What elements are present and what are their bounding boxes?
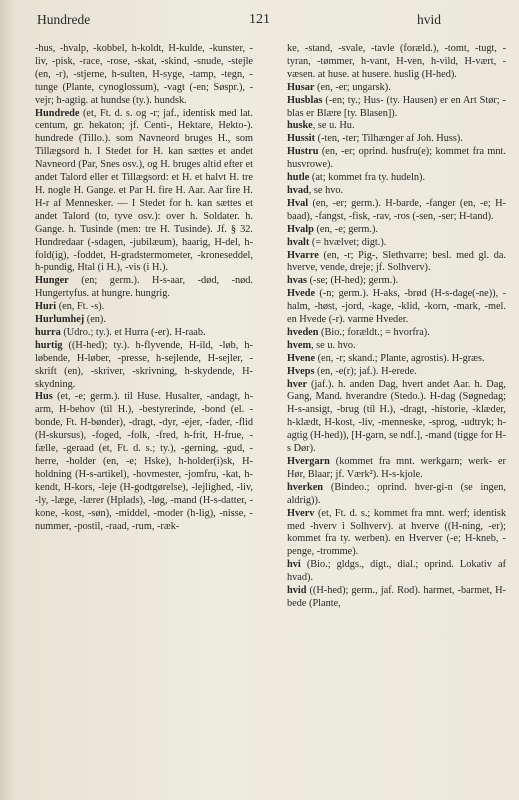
entry-headword: Hunger [35,275,69,287]
entry [35,301,253,314]
entry-text: (-se; (H-hed); germ.). [307,275,399,287]
entry [287,366,506,379]
entry-text: (kommet fra mnt. werkgarn; werk- er Hør, Blaar; jf. Værk²). H-s-kjole. [287,456,506,480]
entry-headword: Hval [287,197,309,209]
entry [287,327,506,340]
entry [287,120,506,133]
entry [287,185,506,198]
entry [287,237,506,250]
entry-text: (en, -r; skand.; Plante, agrostis). H-græs. [315,352,485,364]
left-column [35,43,253,533]
entry-headword: hurra [35,326,61,338]
entry [35,327,253,340]
entry [35,43,253,108]
entry [287,43,506,82]
entry [35,340,253,392]
entry [287,224,506,237]
entry [287,482,506,508]
entry-headword: hvas [287,275,308,287]
entry-text: (en, -er; ungarsk). [314,81,391,93]
entry [287,288,506,327]
entry-headword: hvad [287,184,309,196]
entry-headword: hver [287,378,308,390]
entry-text: (en, -e(r); jaf.). H-erede. [314,365,417,377]
entry-text: ((H-hed); ty.). h-flyvende, H-ild, -løb, h-løbende, H-løber, -presse, h-sejlende, H-sejler, -skrift (en), -skriver, -skrivning, h-skydende, H-skydning. [35,339,253,390]
entry [287,250,506,276]
entry-text: (en, -r; Pig-, Slethvarre; besl. med gl. da. hverve, vende, dreje; jf. Solhverv). [287,249,506,274]
entry-text: , se hvo. [308,184,344,196]
entry-headword: Hvene [287,352,316,364]
entry [287,559,506,585]
entry-headword: huske [287,120,313,132]
entry [287,172,506,185]
entry-text: (-n; germ.). H-aks, -brød (H-s-dage(-ne)), -halm, -høst, -jord, -kage, -klid, -korn, -mark, -mel. en Hvede (-r). varme Hveder. [287,288,506,326]
entry-text: (Bindeo.; oprind. hver-gi-n (se ingen, aldrig)). [287,481,506,506]
entry-text: (en, -e; germ.). [313,223,378,235]
page-number: 121 [249,12,270,27]
page-header [0,6,519,34]
entry [35,275,253,301]
entry [287,82,506,95]
binding-shadow [0,0,14,800]
entry [35,108,253,276]
entry [287,508,506,560]
entry-text: (-en; ty.; Hus- (ty. Hausen) er en Art Stør; -blas er Blære [ty. Blasen]). [287,94,506,119]
header-right-guideword: hvid [417,12,442,27]
entry-text: (et, Ft. d. s.; kommet fra mnt. werf; identisk med -hverv i Solhverv). at hverve ((H-ning, -er); kommet fra ty. werben). en Hverver (-e; H-kneb, -penge, -tromme). [287,507,506,558]
right-column [287,43,506,611]
entry-text: (-ten, -ter; Tilhænger af Joh. Huss). [315,133,463,145]
entry-text: (Udro.; ty.). et Hurra (-er). H-raab. [60,326,206,338]
entry-headword: Hvergarn [287,456,330,467]
entry-headword: Hundrede [35,107,80,119]
entry [287,275,506,288]
entry [287,456,506,482]
entry-headword: hvalt [287,236,310,248]
entry [287,198,506,224]
entry-text: (en, -er; germ.). H-barde, -fanger (en, -e; H-baad), -fangst, -fisk, -rav, -ros (-sen, -ser; H-tand). [287,197,506,222]
entry [287,340,506,353]
entry-headword: hurtig [35,339,63,351]
entry-text: (at; kommet fra ty. hudeln). [309,172,426,184]
entry [287,146,506,172]
entry-headword: hvid [287,585,307,597]
entry-text: (Bio.; forældt.; = hvorfra). [318,326,430,338]
entry-text: (= hvælvet; digt.). [309,236,387,248]
entry-headword: Husar [287,81,315,93]
entry-headword: Hussit [287,133,316,145]
entry-headword: Hverv [287,507,315,519]
entry-text: ke, -stand, -svale, -tavle (foræld.), -tomt, -tugt, -tyran, -tømmer, h-vant, H-ven, h-vild, H-vært, -væsen. at huse. at husere. huslig (H-hed). [287,43,506,80]
entry-text: -hus, -hvalp, -kobbel, h-koldt, H-kulde, -kunster, -liv, -pisk, -race, -rose, -skat, -skind, -snude, -stejle (en, -r), -stjerne, h-sulten, H-syge, -tamp, -tegn, -tunge (Plante, cynoglossum), -vagt (-en; Søspr.), -vejr; h-agtig. at hundse (ty.). hundsk. [35,43,253,106]
entry-text: (Bio.; gldgs., digt., dial.; oprind. Lokativ af hvad). [287,559,506,584]
entry-headword: Hustru [287,146,319,158]
entry-text: ((H-hed); germ., jaf. Rod). harmet, -barmet, H-bede (Plante, [287,585,506,609]
entry [287,353,506,366]
entry-headword: hverken [287,481,324,493]
entry-headword: Husblas [287,94,323,106]
entry-headword: Hvalp [287,223,314,235]
entry [287,133,506,146]
entry-headword: Hvarre [287,249,319,261]
entry [287,379,506,456]
entry [287,95,506,121]
entry-text: , se u. hvo. [311,339,356,351]
entry-text: (jaf.). h. anden Dag, hvert andet Aar. h. Dag, Gang, Mand. hverandre (Stedo.). H-dag (Søgnedag; H-s-ansigt, -brug (til H.), -dragt, -historie, -klæder, h-klædt, H-kost, -liv, -menneske, -sprog, -udtryk; h-agtig (H-hed)), [H-garn, se ndf.], -mand (tigge for H-s Dør). [287,378,507,455]
entry [35,391,253,533]
entry-headword: Hus [35,391,53,403]
entry-text: (en, -er; oprind. husfru(e); kommet fra mnt. husvrowe). [287,146,506,171]
entry [287,585,506,611]
entry [35,314,253,327]
entry-headword: Hurlumhej [35,314,85,326]
entry-headword: hveden [287,326,319,338]
entry-text: , se u. Hu. [312,120,355,132]
entry-headword: hvem [287,339,312,351]
entry-headword: Huri [35,301,57,313]
entry-headword: Hvede [287,288,316,300]
header-left-guideword: Hundrede [37,12,91,27]
entry-text: (en; germ.). H-s-aar, -død, -nød. Hungertyfus. at hungre. hungrig. [35,275,253,300]
entry-text: (en, Ft. -s). [56,301,105,313]
entry-text: (et, Ft. d. s. og -r; jaf., identisk med lat. centum, gr. hekaton; jf. Centi-, Hektare, Hekto-). hundrede (Tillo.). som Navneord bruges H., som Tillægsord h. I Stedet for H. kan sættes et andet Navneord (Par, Snes osv.), og H. bruges altid efter et andet Talord eller et Tillægsord: et H. et halvt H. tre H. nogle H. Gange. et Par H. fire H. Aar. Aar fire H. H-r af Mennesker. — I Stedet for h. kan sættes et andet Talord (to, tyve osv.): over h. Soldater. h. Gange. h. Tusinde (men: tre H. Tusinde). Jf. § 32. Hundredaar (-sdagen, -jubilæum), haarig, H-del, h-fold(ig), -foddet, H-gradstermometer, -kroneseddel, h-pundig, Htal (i H.), -vis (i H.). [35,107,253,274]
entry-headword: hutle [287,172,310,184]
entry-headword: Hveps [287,365,315,377]
entry-text: (et, -e; germ.). til Huse. Husalter, -andagt, h-arm, H-behov (til H.), -bestyrerinde, -bond (el. -bonde, Ft. H-bønder), -dragt, -dyr, -ejer, -fader, -flid (H-skursus), -foged, -folk, -fred, h-frit, H-frue, -fælle, -geraad (et, Ft. d. s.; ty.), -gerning, -gud, -herre, -holder (en, -e; Hske), h-holder(i)sk, H-holdning (H-s-artikel), -hovmester, -jomfru, -kat, h-kendt, H-kors, -leje (H-godtgørelse), -lejlighed, -liv, -ly, -læge, -lærer (Hplads), -løg, -mand (H-s-datter, -kone, -kost, -søn), -middel, -moder (h-lig), -nisse, -nummer, -postil, -raad, -rum, -ræk- [35,391,253,532]
entry-text: (en). [84,314,106,326]
entry-headword: hvi [287,559,301,571]
